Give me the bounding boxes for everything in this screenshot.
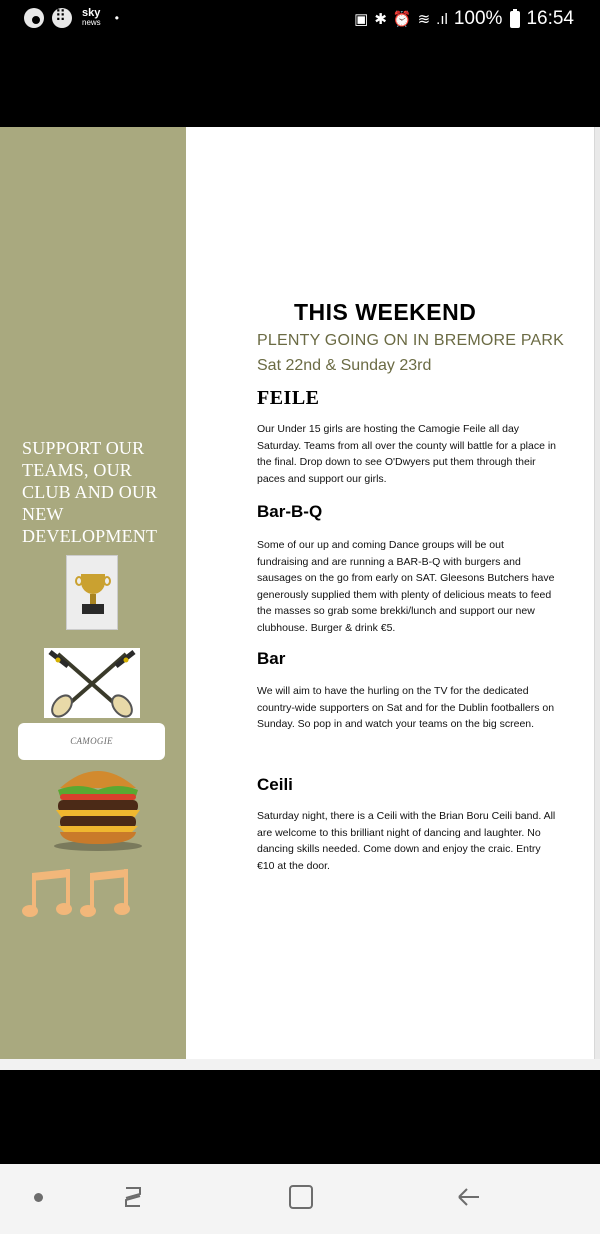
alarm-icon: ⏰	[392, 11, 412, 28]
bottom-black-band	[0, 1070, 600, 1164]
recent-apps-icon	[120, 1184, 146, 1210]
navigation-bar	[0, 1164, 600, 1234]
back-icon	[456, 1184, 482, 1210]
status-bar	[0, 0, 600, 38]
recent-apps-button[interactable]	[120, 1184, 146, 1210]
burger-image	[48, 760, 148, 852]
section-heading-barbq: Bar-B-Q	[257, 502, 323, 521]
page-subtitle: PLENTY GOING ON IN BREMORE PARK	[257, 332, 564, 349]
crossed-sticks-image	[44, 648, 140, 718]
trophy-base	[82, 604, 104, 614]
trophy-stem	[90, 594, 96, 604]
camogie-label: CAMOGIE	[70, 736, 113, 746]
status-left-icons	[24, 8, 119, 28]
section-body-ceili: Saturday night, there is a Ceili with the Brian Boru Ceili band. All are welcome to this brilliant night of dancing and laughter. No dancing skills needed. Come down and enjoy the craic. Entry €10 at the door.	[257, 810, 556, 872]
vibrate-icon: ▣	[354, 11, 369, 28]
section-body-barbq: Some of our up and coming Dance groups will be out fundraising and are running a BAR-B-Q with burgers and sausages on the go from early on SAT. Gleesons Butchers have generously supplied them with plenty of delicious meats to feed the masses so grab some brekki/lunch and support our new clubhouse. Burger & drink €5.	[257, 539, 555, 634]
dot-indicator[interactable]	[34, 1193, 43, 1202]
trophy-image	[66, 555, 118, 630]
battery-icon	[510, 11, 520, 28]
section-heading-bar: Bar	[257, 649, 286, 668]
section-heading-feile: FEILE	[257, 387, 320, 409]
next-page-edge[interactable]	[594, 127, 600, 1059]
app-dots-icon	[52, 8, 72, 28]
event-dates: Sat 22nd & Sunday 23rd	[257, 357, 432, 374]
signal-icon: .ıl	[436, 10, 448, 28]
music-notes-icon	[20, 865, 135, 921]
document-bottom-strip	[0, 1059, 600, 1070]
camogie-label-card	[18, 723, 165, 760]
battery-percent: 100%	[453, 8, 503, 29]
document-view[interactable]	[0, 127, 600, 1070]
section-body-bar: We will aim to have the hurling on the TV for the dedicated country-wide supporters on Sat and for the Dublin footballers on Sunday. So pop in and watch your teams on the big screen.	[257, 685, 555, 730]
burger-icon	[48, 760, 148, 852]
wifi-icon: ≋	[417, 11, 431, 28]
status-right-icons	[354, 8, 574, 30]
section-heading-ceili: Ceili	[257, 775, 293, 794]
sidebar-slogan: SUPPORT OUR TEAMS, OUR CLUB AND OUR NEW DEVELOPMENT	[22, 438, 158, 546]
bluetooth-icon: ✱	[374, 11, 387, 28]
clock: 16:54	[526, 8, 574, 29]
back-button[interactable]	[456, 1184, 482, 1210]
trophy-cup	[81, 574, 105, 594]
home-button[interactable]	[289, 1185, 313, 1209]
section-body-feile: Our Under 15 girls are hosting the Camogie Feile all day Saturday. Teams from all over the county will battle for a place in the final. Drop down to see O'Dwyers put them through their paces and support our girls.	[257, 423, 557, 485]
main-content	[186, 127, 594, 1059]
sky-news-icon	[82, 9, 101, 27]
notification-dot: •	[114, 11, 119, 25]
top-black-band	[0, 38, 600, 127]
crossed-sticks-icon	[44, 648, 140, 718]
page-title: THIS WEEKEND	[294, 299, 477, 325]
sky-logo-text: sky	[82, 7, 101, 19]
sidebar-panel	[0, 127, 186, 1059]
music-notes-image	[20, 865, 135, 921]
chrome-icon	[24, 8, 44, 28]
sky-logo-subtext: news	[82, 18, 101, 27]
